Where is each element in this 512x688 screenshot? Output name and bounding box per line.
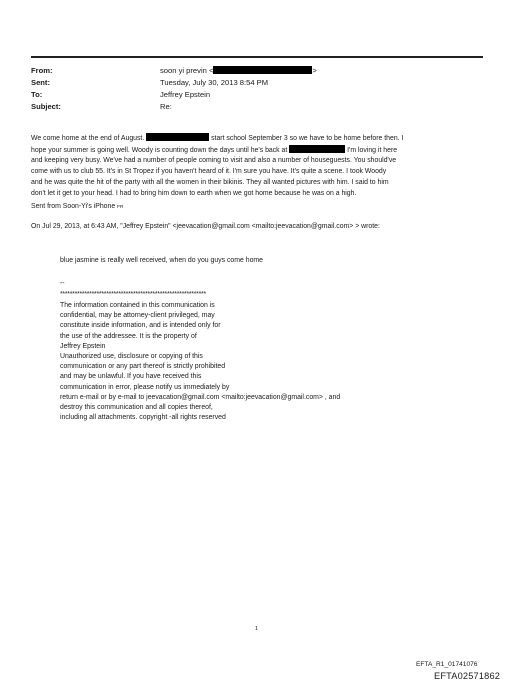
disclaimer-line: The information contained in this communication is bbox=[60, 302, 215, 309]
redaction-bar bbox=[146, 133, 209, 141]
disclaimer-line: communication in error, please notify us immediately by bbox=[60, 383, 230, 391]
disclaimer-line: communication or any part thereof is strictly prohibited bbox=[60, 363, 226, 371]
to-value: Jeffrey Epstein bbox=[160, 90, 211, 99]
header-divider bbox=[31, 56, 483, 58]
disclaimer-line: constitute inside information, and is intended only for bbox=[60, 322, 221, 330]
body-line: come with us to club 55. It's in St Tropez if you haven't heard of it. I'm sure you have. It's quite a scene. I took Woody bbox=[31, 168, 387, 176]
disclaimer-line: confidential, may be attorney-client privileged, may bbox=[60, 312, 215, 320]
bates-number-primary: EFTA_R1_01741076 bbox=[416, 661, 478, 668]
page-number: 1 bbox=[255, 626, 259, 632]
body-line: and keeping very busy. We've had a number of people coming to visit and also a number of houseguests. You should've bbox=[31, 157, 397, 165]
quoted-message: blue jasmine is really well received, when do you guys come home bbox=[60, 257, 263, 264]
redaction-bar bbox=[213, 66, 312, 74]
body-line: and he was quite the hit of the party with all the women in their bikinis. They all wanted pictures with him. I said to him bbox=[31, 178, 389, 186]
redaction-bar bbox=[289, 145, 345, 153]
sent-value: Tuesday, July 30, 2013 8:54 PM bbox=[160, 78, 269, 87]
subject-label: Subject: bbox=[31, 102, 61, 111]
sender-name: soon yi previn < bbox=[160, 66, 214, 75]
signature-tag: FR bbox=[117, 205, 124, 210]
disclaimer-line: the use of the addressee. It is the property of bbox=[60, 332, 197, 340]
body-line: hope your summer is going well. Woody is counting down the days until he's back at I'm loving it here bbox=[31, 146, 398, 154]
disclaimer-line: return e-mail or by e-mail to jeevacation@gmail.com <mailto:jeevacation@gmail.com> , and bbox=[60, 393, 341, 401]
quoted-stars: ************************************************************ bbox=[60, 291, 206, 298]
disclaimer-line: and may be unlawful. If you have received this bbox=[60, 373, 202, 381]
quoted-dashes: -- bbox=[60, 280, 65, 287]
from-tail: > bbox=[312, 66, 317, 75]
from-value bbox=[160, 66, 317, 76]
message-body bbox=[31, 133, 403, 199]
from-label: From: bbox=[31, 66, 53, 75]
disclaimer-line: destroy this communication and all copies thereof, bbox=[60, 404, 213, 412]
subject-value: Re: bbox=[160, 102, 172, 111]
body-line: don't let it get to your head. I had to bring him down to earth when we got home because he was on a high. bbox=[31, 189, 357, 197]
quote-header: On Jul 29, 2013, at 6:43 AM, "Jeffrey Epstein" <jeevacation@gmail.com <mailto:jeevacation@gmail.com> > wrote: bbox=[31, 223, 380, 230]
disclaimer-line: Unauthorized use, disclosure or copying of this bbox=[60, 353, 203, 361]
to-label: To: bbox=[31, 90, 43, 99]
signature: Sent from Soon-Yi's iPhone FR bbox=[31, 203, 124, 210]
confidentiality-disclaimer bbox=[60, 301, 340, 423]
body-line: We come home at the end of August. start school September 3 so we have to be home before then. I bbox=[31, 135, 404, 142]
disclaimer-line: Jeffrey Epstein bbox=[60, 342, 106, 350]
sent-label: Sent: bbox=[31, 78, 50, 87]
disclaimer-line: including all attachments. copyright -all rights reserved bbox=[60, 414, 226, 422]
bates-number-secondary: EFTA02571862 bbox=[434, 671, 501, 681]
